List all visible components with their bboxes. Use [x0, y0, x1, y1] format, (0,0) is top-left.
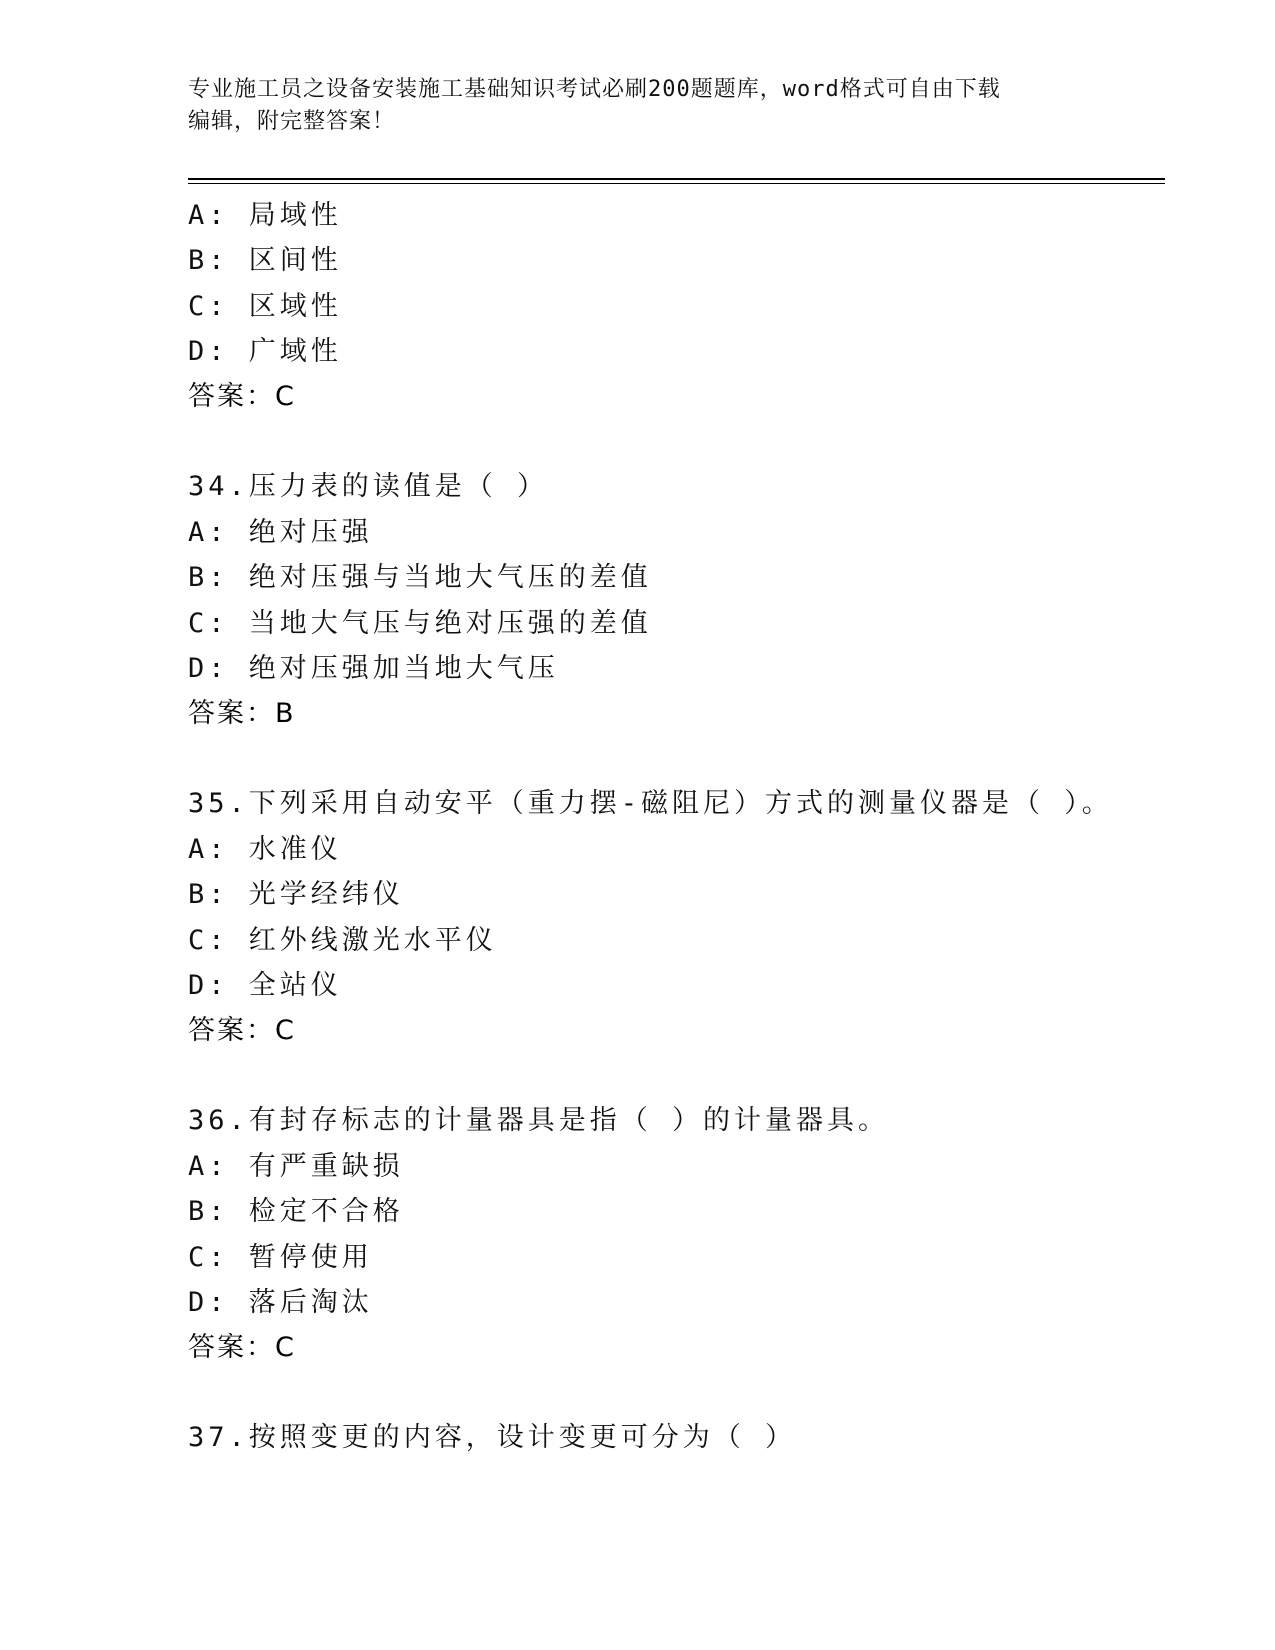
- q33-option-c: C: 区域性: [188, 291, 342, 322]
- header-line-2: 编辑，附完整答案！: [188, 109, 396, 134]
- q35-option-c: C: 红外线激光水平仪: [188, 925, 497, 956]
- q34-option-a: A: 绝对压强: [188, 517, 373, 548]
- q35-option-a: A: 水准仪: [188, 834, 342, 865]
- q36-option-c: C: 暂停使用: [188, 1242, 373, 1273]
- q35-option-d: D: 全站仪: [188, 970, 342, 1001]
- q36-answer: 答案：C: [188, 1332, 296, 1363]
- q36-option-a: A: 有严重缺损: [188, 1151, 404, 1182]
- header-rule-thick: [188, 178, 1165, 180]
- document-header: [188, 74, 1068, 138]
- q33-answer: 答案：C: [188, 381, 296, 412]
- q34-stem: 34.压力表的读值是（ ）: [188, 471, 549, 502]
- q35-answer: 答案：C: [188, 1015, 296, 1046]
- q37-stem: 37.按照变更的内容，设计变更可分为（ ）: [188, 1422, 797, 1453]
- q33-option-b: B: 区间性: [188, 245, 342, 276]
- q36-option-b: B: 检定不合格: [188, 1196, 404, 1227]
- header-rule-thin: [188, 183, 1165, 184]
- q33-option-a: A: 局域性: [188, 200, 342, 231]
- q34-option-c: C: 当地大气压与绝对压强的差值: [188, 608, 652, 639]
- q33-option-d: D: 广域性: [188, 336, 342, 367]
- q36-stem: 36.有封存标志的计量器具是指（ ）的计量器具。: [188, 1105, 890, 1136]
- q35-stem: 35.下列采用自动安平（重力摆-磁阻尼）方式的测量仪器是（ ）。: [188, 788, 1113, 819]
- q34-option-d: D: 绝对压强加当地大气压: [188, 653, 559, 684]
- q34-option-b: B: 绝对压强与当地大气压的差值: [188, 562, 652, 593]
- header-line-1: 专业施工员之设备安装施工基础知识考试必刷200题题库，word格式可自由下载: [188, 77, 1001, 102]
- q34-answer: 答案：B: [188, 698, 296, 729]
- q36-option-d: D: 落后淘汰: [188, 1287, 373, 1318]
- q35-option-b: B: 光学经纬仪: [188, 879, 404, 910]
